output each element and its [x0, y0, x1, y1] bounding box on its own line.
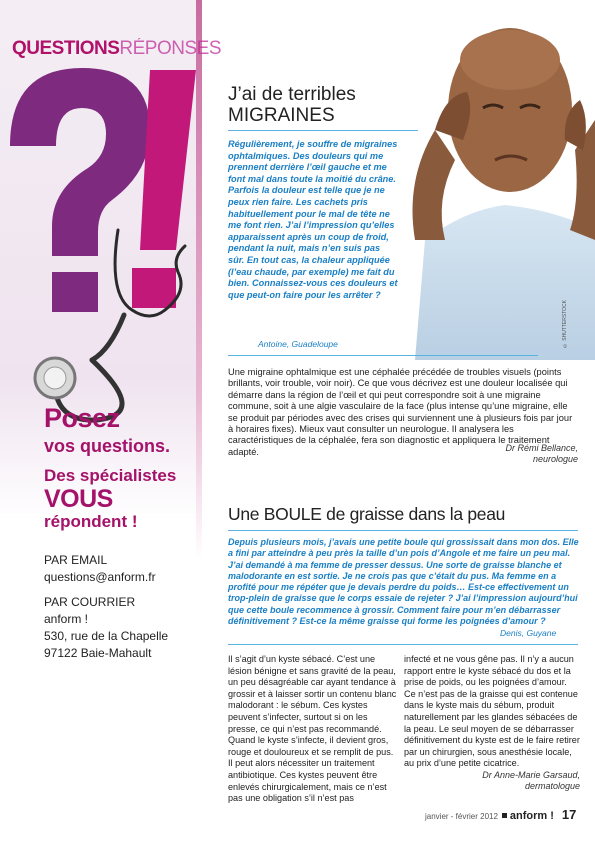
page-number: 17	[561, 807, 577, 822]
posez-line2: vos questions.	[44, 436, 171, 456]
specialistes-line2: VOUS	[44, 485, 113, 513]
posez-heading	[44, 404, 170, 456]
article1-signature: Antoine, Guadeloupe	[258, 339, 338, 349]
article2-question: Depuis plusieurs mois, j’avais une petite boule qui grossissait dans mon dos. Elle a fini par atteindre à peu près la taille d’un pois d’Angole et me faire un peu mal. J’ai demandé à ma femme de presser dessus. Une sorte de graisse blanche et malodorante en est sortie. Je ne crois pas que c’était du pus. Ma femme en a profité pour me répéter que je devais perdre du poids… Est-ce effectivement un trop-plein de graisse que le corps essaie de rejeter ? J’ai l’impression aujourd’hui que cette boule recommence à grossir. Comment faire pour m’en débarrasser définitivement ? Est-ce la même graisse qui forme les poignées d’amour ?	[228, 537, 579, 627]
specialistes-heading	[44, 466, 176, 532]
article1-doctor-title: neurologue	[532, 454, 578, 464]
article2-answer-col1: Il s’agit d’un kyste sébacé. C’est une lésion bénigne et sans gravité de la peau, un peu désagréable car ayant tendance à grossir et à laisser sortir un contenu blanc malodorant : le sébum. Ces kystes peuvent s’infecter, surtout si on les presse, ce qui n’est pas recommandé. Quand le kyste s’infecte, il devient gros, rouge et douloureux et se remplit de pus. Il peut alors nécessiter un traitement antibiotique. Ces kystes peuvent être enlevés chirurgicalement, mais ce n’est pas une obligation s’il n’est pas	[228, 654, 397, 804]
exclamation-bar	[140, 70, 196, 250]
contact-block	[44, 552, 168, 662]
article2-title: Une BOULE de graisse dans la peau	[228, 504, 506, 524]
email-label: PAR EMAIL	[44, 553, 108, 567]
hand-left	[435, 92, 470, 140]
article1-rule-bottom	[228, 355, 538, 356]
section-title-light: RÉPONSES	[119, 38, 221, 59]
article1-doctor-name: Dr Rémi Bellance,	[505, 443, 578, 453]
article1-rule-top	[228, 130, 418, 131]
address-line-2: 530, rue de la Chapelle	[44, 629, 169, 643]
exclamation-dot	[132, 268, 176, 308]
article2-doctor-title: dermatologue	[524, 781, 580, 791]
section-title	[12, 38, 221, 60]
email-address[interactable]: questions@anform.fr	[44, 570, 156, 584]
footer-square-icon	[502, 813, 507, 818]
article2-signature: Denis, Guyane	[500, 628, 557, 638]
article2-rule-bottom	[228, 644, 578, 645]
article2-doctor	[404, 770, 580, 792]
article1-title-line1: J’ai de terribles	[228, 84, 356, 105]
footer-date: janvier - février 2012	[425, 812, 498, 821]
photo-credit: © SHUTTERSTOCK	[562, 300, 568, 349]
address-line-3: 97122 Baie-Mahault	[44, 646, 152, 660]
page-footer	[425, 806, 576, 824]
article1-doctor	[400, 443, 578, 465]
specialistes-line1: Des spécialistes	[44, 466, 177, 485]
question-mark-shape	[10, 68, 150, 256]
posez-line1: Posez	[44, 403, 120, 433]
stethoscope-icon	[55, 230, 185, 420]
arm-left	[413, 130, 456, 240]
footer-brand: anform !	[509, 810, 554, 822]
article2-answer-col2: infecté et ne vous gêne pas. Il n’y a aucun rapport entre le kyste sébacé du dos et la prise de poids, ou les poignées d’amour. Ce n’est pas de la graisse qui est contenue dans le kyste mais du sébum, produit naturellement par les glandes sébacées de la peau. Le seul moyen de se débarrasser définitivement du kyste est de le faire retirer par un chirurgien, sous anesthésie locale, au prix d’une petite cicatrice.	[404, 654, 580, 769]
article1-title	[228, 84, 356, 126]
courrier-label: PAR COURRIER	[44, 595, 136, 609]
address-line-1: anform !	[44, 612, 89, 626]
question-exclamation-art	[0, 60, 200, 433]
article2-rule-top	[228, 530, 578, 531]
article1-question: Régulièrement, je souffre de migraines ophtalmiques. Des douleurs qui me prennent derrière l’œil gauche et me font mal dans toute la moitié du crâne. Parfois la douleur est telle que je ne peux rien faire. Les cachets pris habituellement pour le mal de tête ne me font rien. J’ai l’impression qu’elles apparaissent après un coup de froid, pendant la nuit, mais n’en suis pas sûr. En tout cas, la chaleur appliquée (l’eau chaude, par exemple) me fait du bien. Connaissez-vous ces douleurs et que peut-on faire pour les arrêter ?	[228, 139, 398, 300]
section-title-bold: QUESTIONS	[12, 38, 120, 59]
specialistes-line3: répondent !	[44, 512, 138, 531]
article2-doctor-name: Dr Anne-Marie Garsaud,	[482, 770, 580, 780]
article1-answer: Une migraine ophtalmique est une céphalée précédée de troubles visuels (points brillants, voir trouble, voir noir). Ce que vous décrivez est une douleur localisée qui démarre dans la région de l’œil et qui peut correspondre soit à une migraine commune, soit à une algie vasculaire de la face (plus intense qu’une migraine, elle se produit par périodes avec des crises qui surviennent une à plusieurs fois par jour à horaires fixes). Mieux vaut consulter un neurologue. Il analysera les caractéristiques de la céphalée, fera son diagnostic et appliquera le traitement adapté.	[228, 367, 573, 457]
article1-title-line2: MIGRAINES	[228, 105, 335, 126]
question-mark-dot	[52, 272, 98, 312]
